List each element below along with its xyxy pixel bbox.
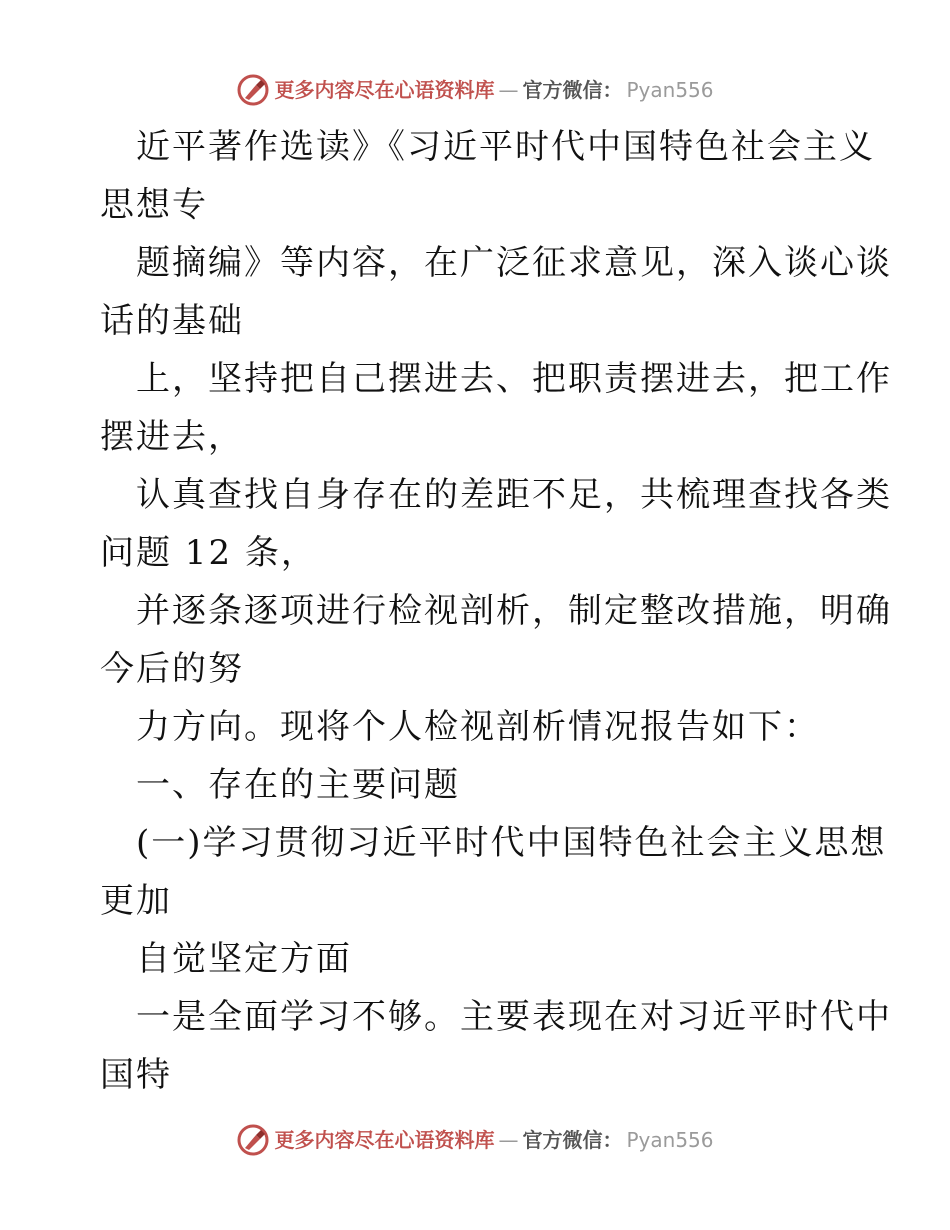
text-line: 更加 <box>100 881 172 921</box>
subsection-heading: (一)学习贯彻习近平时代中国特色社会主义思想 <box>136 823 887 863</box>
watermark-account: Pyan556 <box>626 78 714 102</box>
text-line: 话的基础 <box>100 301 244 341</box>
pen-nib-logo-icon <box>236 73 270 107</box>
footer-watermark <box>0 1122 950 1158</box>
document-body <box>100 118 892 1104</box>
text-line: 上，坚持把自己摆进去、把职责摆进去，把工作 <box>136 359 892 399</box>
watermark-label: 官方微信： <box>522 78 623 102</box>
section-heading: 一、存在的主要问题 <box>136 765 460 805</box>
text-line: 题摘编》等内容，在广泛征求意见，深入谈心谈 <box>136 243 892 283</box>
pen-nib-logo-icon <box>236 1123 270 1157</box>
text-line: 一是全面学习不够。主要表现在对习近平时代中 <box>136 997 892 1037</box>
watermark-main-text: 更多内容尽在心语资料库 <box>274 78 495 102</box>
text-line: 力方向。现将个人检视剖析情况报告如下： <box>136 707 820 747</box>
text-line: 并逐条逐项进行检视剖析，制定整改措施，明确 <box>136 591 892 631</box>
watermark-label: 官方微信： <box>522 1128 623 1152</box>
text-line: 自觉坚定方面 <box>136 939 352 979</box>
text-line: 近平著作选读》《习近平时代中国特色社会主义 <box>136 127 875 167</box>
header-watermark <box>0 72 950 108</box>
text-line: 思想专 <box>100 185 208 225</box>
text-line: 摆进去， <box>100 417 244 457</box>
text-line: 今后的努 <box>100 649 244 689</box>
text-line: 国特 <box>100 1055 172 1095</box>
text-line: 认真查找自身存在的差距不足，共梳理查找各类 <box>136 475 892 515</box>
text-line: 问题 12 条， <box>100 533 317 573</box>
watermark-dash: — <box>498 1128 519 1152</box>
watermark-account: Pyan556 <box>626 1128 714 1152</box>
watermark-main-text: 更多内容尽在心语资料库 <box>274 1128 495 1152</box>
watermark-dash: — <box>498 78 519 102</box>
